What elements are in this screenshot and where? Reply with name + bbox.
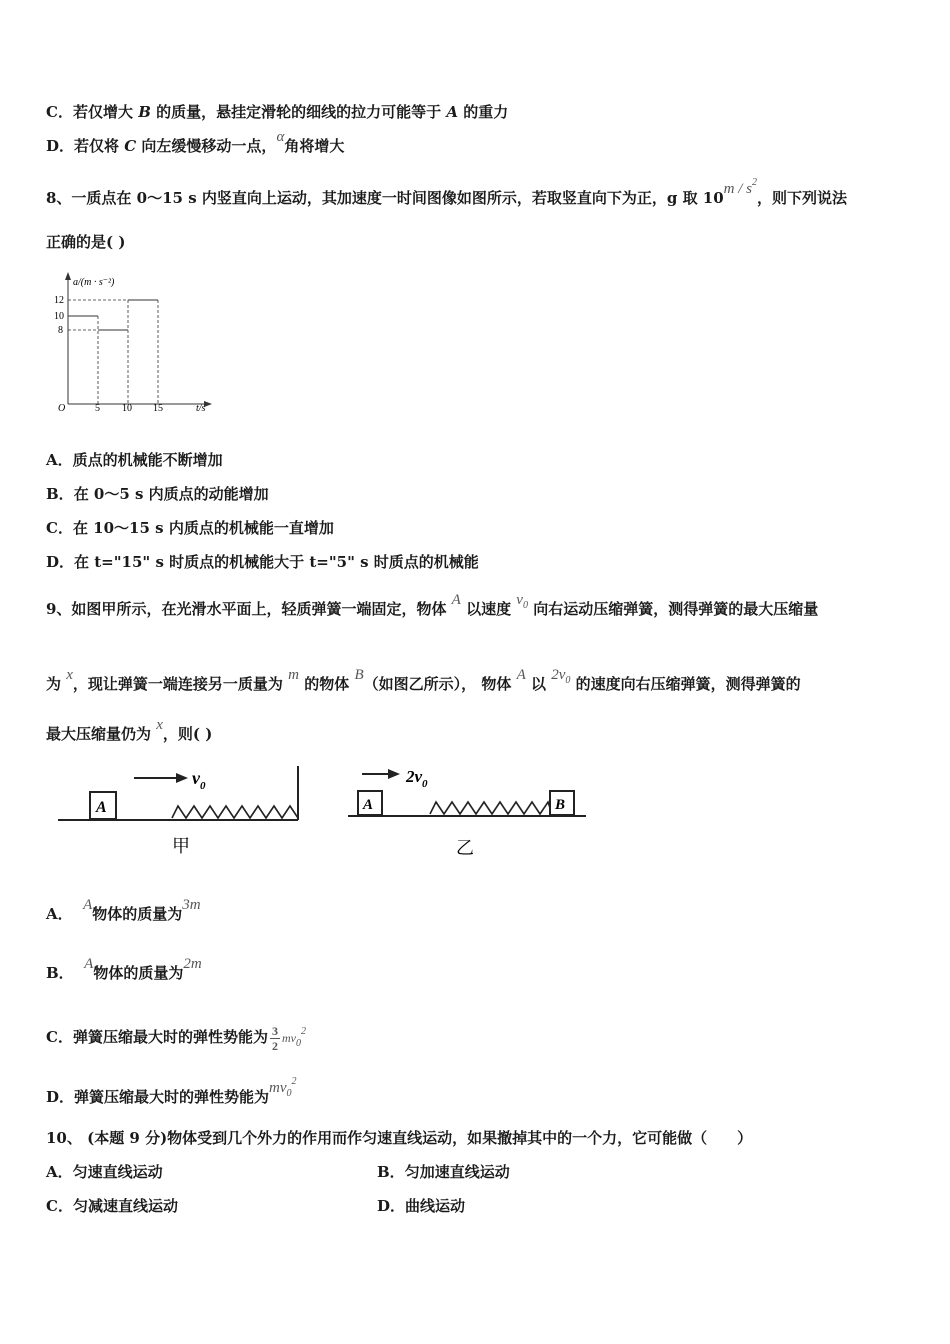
q8-option-b: B．在 0～5 s 内质点的动能增加 bbox=[46, 485, 269, 503]
figure-label-jia: 甲 bbox=[172, 836, 190, 856]
q9-stem-line3: 最大压缩量仍为 x，则( ) bbox=[46, 717, 213, 743]
block-a-jia-label: A bbox=[96, 799, 107, 816]
acceleration-time-graph bbox=[50, 268, 220, 420]
q10-stem: 10、 (本题 9 分)物体受到几个外力的作用而作匀速直线运动，如果撤掉其中的一个力，它可能做（ ） bbox=[46, 1129, 753, 1147]
q9-option-b: B． A物体的质量为2m bbox=[46, 956, 202, 982]
xtick-15: 15 bbox=[153, 403, 163, 414]
figure-jia bbox=[58, 766, 298, 856]
alpha-symbol: α bbox=[276, 129, 285, 145]
q8-option-d: D．在 t="15" s 时质点的机械能大于 t="5" s 时质点的机械能 bbox=[46, 553, 479, 571]
spring-jia bbox=[172, 806, 298, 818]
spring-yi bbox=[430, 802, 550, 814]
spring-figures bbox=[50, 760, 600, 860]
y-axis-label: a/(m · s⁻²) bbox=[73, 277, 115, 288]
q10-option-b: B．匀加速直线运动 bbox=[377, 1163, 510, 1181]
fraction-3-2: $\frac{3}{2}$ bbox=[271, 1023, 278, 1053]
q8-option-a: A．质点的机械能不断增加 bbox=[46, 451, 223, 469]
q7-option-d: D．若仅将 C 向左缓慢移动一点，α角将增大 bbox=[46, 129, 345, 155]
block-b-yi-label: B bbox=[555, 797, 566, 813]
ytick-10: 10 bbox=[54, 311, 64, 322]
ytick-8: 8 bbox=[58, 325, 63, 336]
xtick-5: 5 bbox=[95, 403, 100, 414]
xtick-10: 10 bbox=[122, 403, 132, 414]
q10-option-c: C．匀减速直线运动 bbox=[46, 1197, 178, 1215]
x-axis-label: t/s bbox=[196, 403, 206, 414]
figure-label-yi: 乙 bbox=[456, 838, 474, 858]
unit-ms2: m / $s^2$ bbox=[723, 177, 758, 197]
q8-stem-line2: 正确的是( ) bbox=[46, 233, 126, 251]
q9-stem-line2: 为 x，现让弹簧一端连接另一质量为 m 的物体 B（如图乙所示）， 物体 A 以 $2v_0$ 的速度向右压缩弹簧，测得弹簧的 bbox=[46, 667, 801, 693]
y-axis-arrow bbox=[65, 272, 71, 280]
q10-option-a: A．匀速直线运动 bbox=[46, 1163, 163, 1181]
q9-option-a: A． A物体的质量为3m bbox=[46, 897, 201, 923]
q7-option-c: C．若仅增大 B 的质量，悬挂定滑轮的细线的拉力可能等于 A 的重力 bbox=[46, 103, 509, 121]
velocity-label-yi: $2v_0$ bbox=[406, 767, 428, 790]
figure-yi bbox=[348, 767, 586, 858]
q8-stem-line1: 8、一质点在 0～15 s 内竖直向上运动，其加速度一时间图像如图所示，若取竖直向下为正，g 取 $10m / s^2$，则下列说法 bbox=[46, 177, 848, 207]
q9-option-c: C．弹簧压缩最大时的弹性势能为 $\frac{3}{2}$ $mv_0^2$ bbox=[46, 1023, 306, 1053]
q10-option-d: D．曲线运动 bbox=[377, 1197, 466, 1215]
velocity-label-jia: $v_0$ bbox=[192, 768, 206, 792]
block-a-yi-label: A bbox=[363, 797, 374, 813]
ytick-12: 12 bbox=[54, 295, 64, 306]
q9-option-d: D．弹簧压缩最大时的弹性势能为$mv_0^2$ bbox=[46, 1076, 297, 1106]
origin-label: O bbox=[58, 403, 66, 414]
q9-stem-line1: 9、如图甲所示，在光滑水平面上，轻质弹簧一端固定，物体 A 以速度 $v_0$ 向右运动压缩弹簧，测得弹簧的最大压缩量 bbox=[46, 592, 819, 618]
q8-option-c: C．在 10～15 s 内质点的机械能一直增加 bbox=[46, 519, 334, 537]
